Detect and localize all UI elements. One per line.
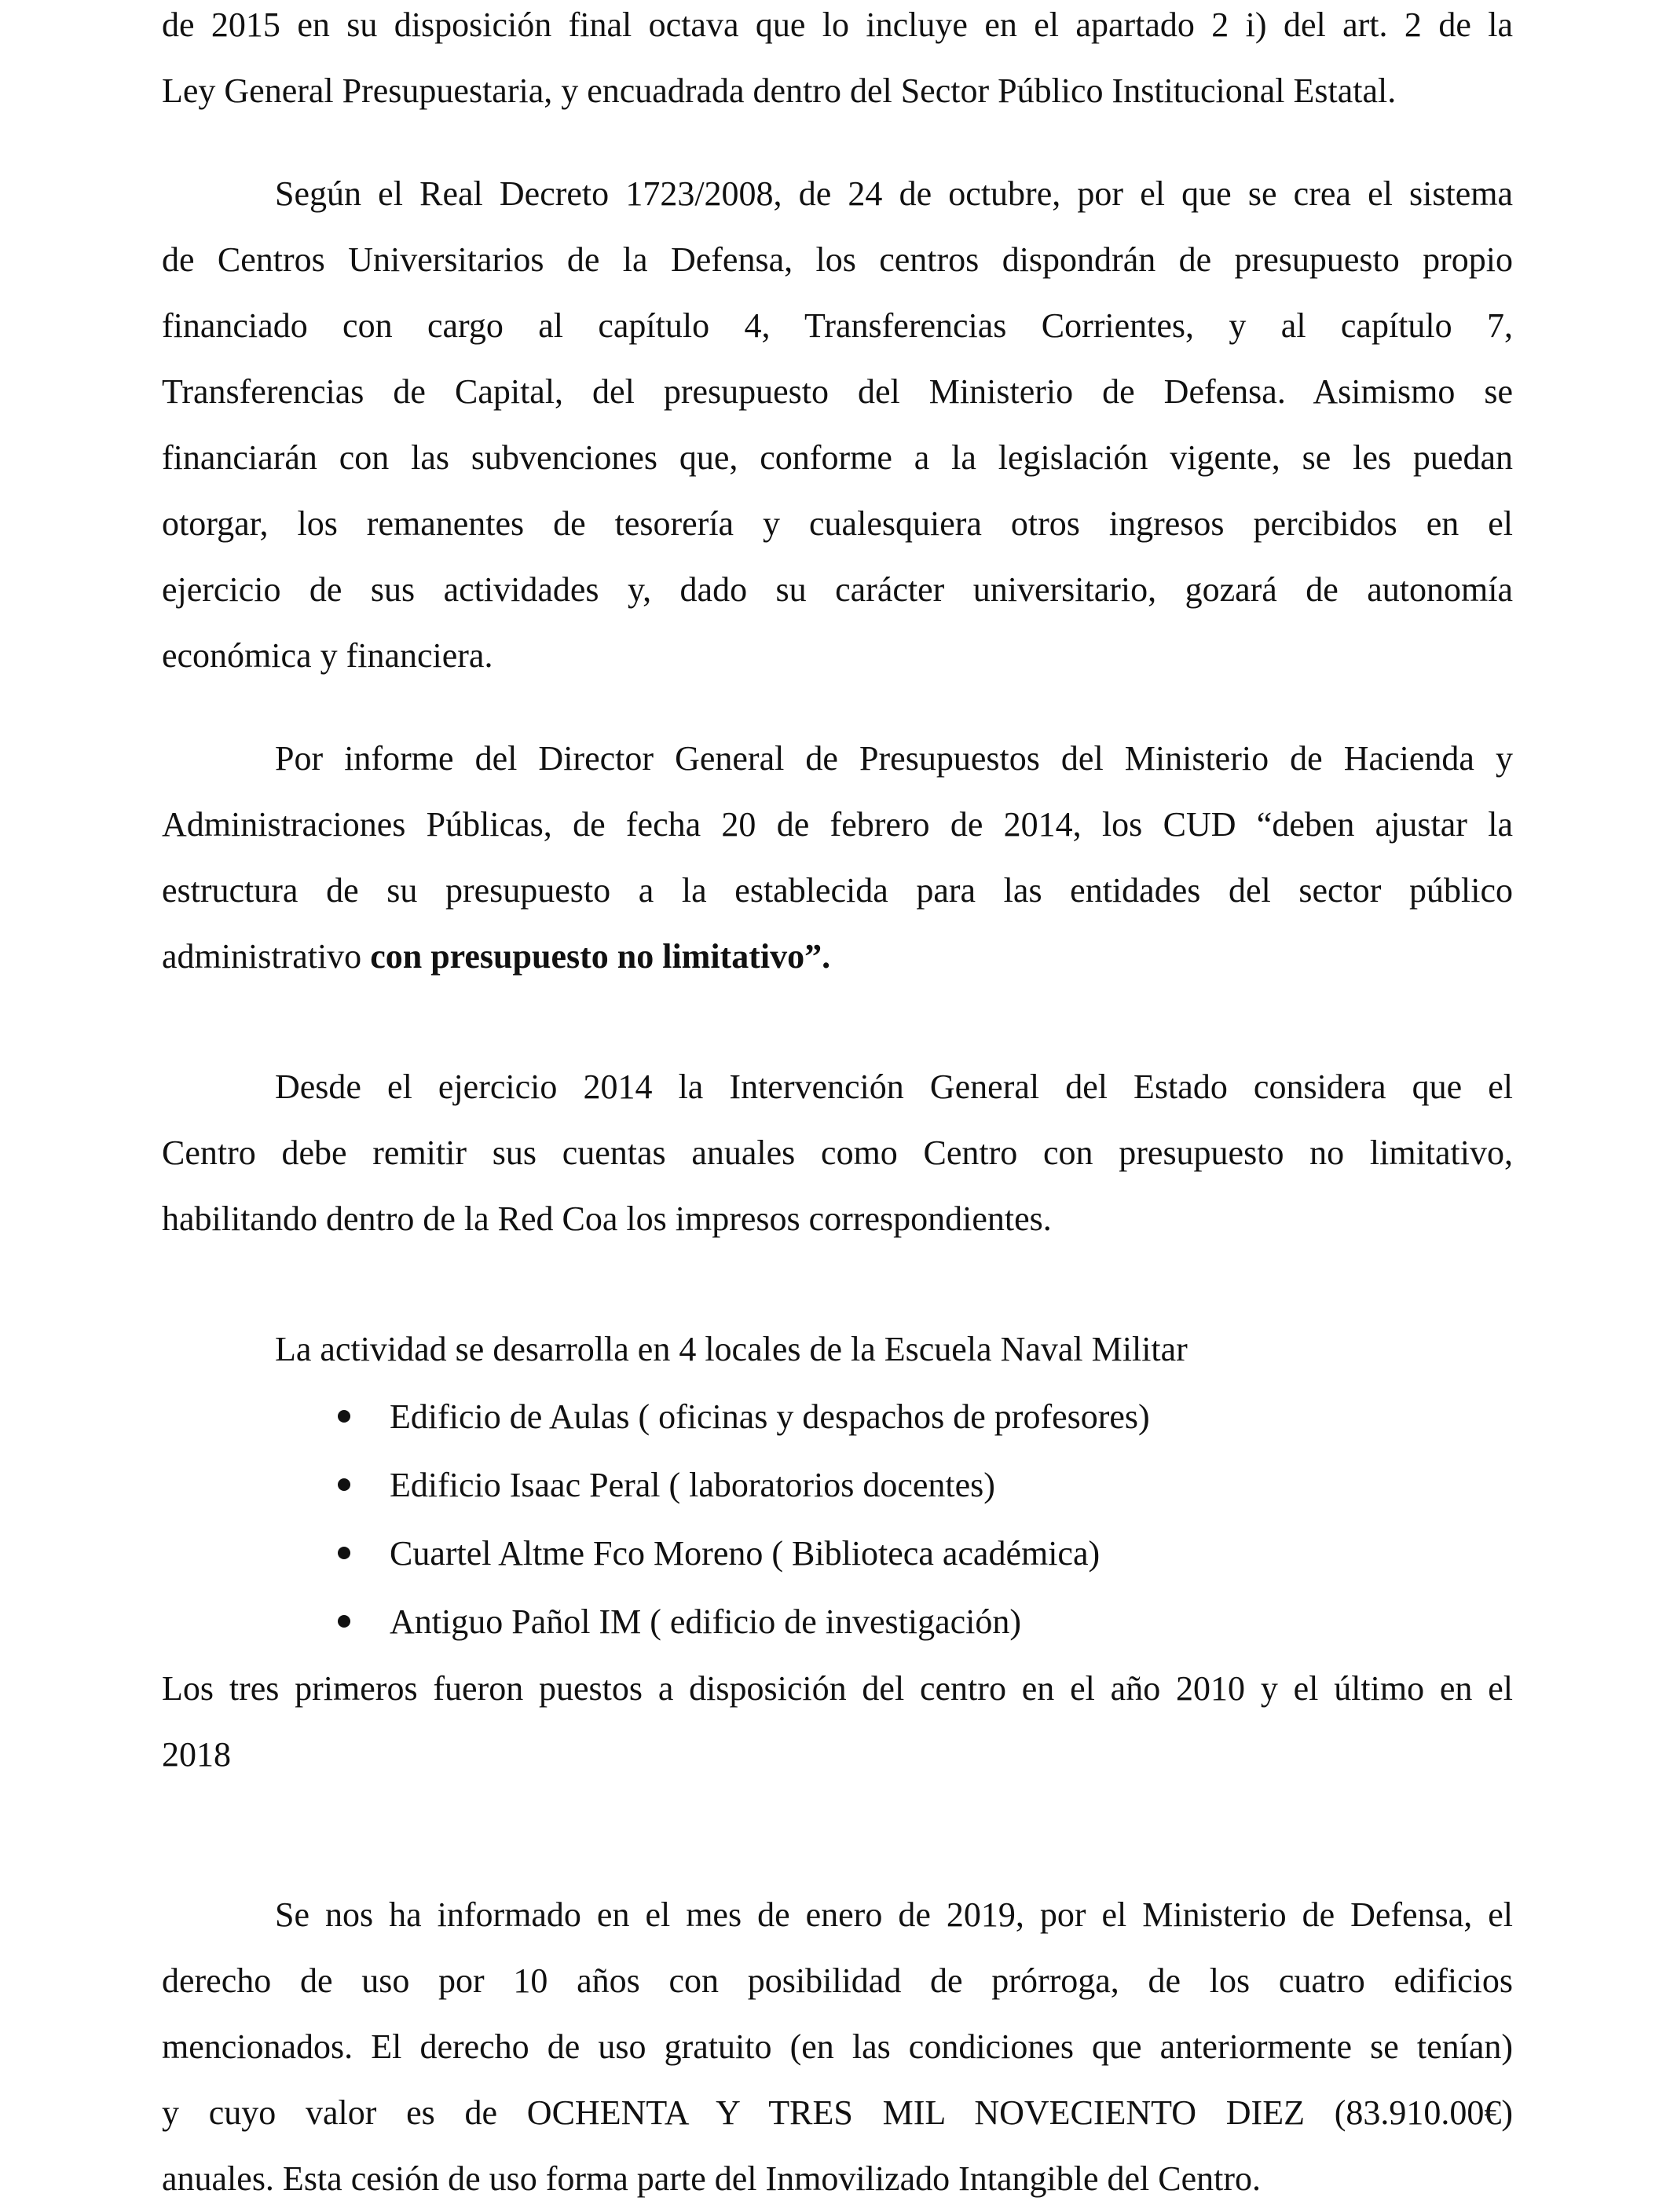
bullet-icon (338, 1410, 350, 1423)
paragraph-line: de 2015 en su disposición final octava que lo incluye en el apartado 2 i) del art. 2 de la (162, 5, 1513, 44)
list-item (162, 1451, 1513, 1519)
paragraph-line: financiarán con las subvenciones que, conforme a la legislación vigente, se les puedan (162, 438, 1513, 477)
bullet-icon (338, 1547, 350, 1559)
document-page (162, 0, 1513, 2212)
paragraph-line: ejercicio de sus actividades y, dado su carácter universitario, gozará de autonomía (162, 570, 1513, 609)
paragraph-5 (162, 1317, 1513, 1788)
plain-text: administrativo (162, 937, 371, 976)
paragraph-line: económica y financiera. (162, 636, 493, 675)
list-item-text: Cuartel Altme Fco Moreno ( Biblioteca académica) (390, 1534, 1101, 1573)
paragraph-line: otorgar, los remanentes de tesorería y cualesquiera otros ingresos percibidos en el (162, 504, 1513, 543)
paragraph-line: derecho de uso por 10 años con posibilidad de prórroga, de los cuatro edificios (162, 1961, 1513, 2000)
list-item-text: Edificio de Aulas ( oficinas y despachos de profesores) (390, 1397, 1150, 1436)
paragraph-line: de Centros Universitarios de la Defensa, los centros dispondrán de presupuesto propio (162, 240, 1513, 279)
paragraph-line: Según el Real Decreto 1723/2008, de 24 de octubre, por el que se crea el sistema (275, 174, 1513, 213)
paragraph-line: Administraciones Públicas, de fecha 20 de febrero de 2014, los CUD “deben ajustar la (162, 805, 1513, 844)
paragraph-line: Centro debe remitir sus cuentas anuales como Centro con presupuesto no limitativo, (162, 1133, 1513, 1172)
list-item (162, 1382, 1513, 1451)
paragraph-line: financiado con cargo al capítulo 4, Transferencias Corrientes, y al capítulo 7, (162, 306, 1513, 345)
paragraph-line: Se nos ha informado en el mes de enero de 2019, por el Ministerio de Defensa, el (275, 1895, 1513, 1934)
list-item (162, 1588, 1513, 1656)
paragraph-line: y cuyo valor es de OCHENTA Y TRES MIL NOVECIENTO DIEZ (83.910.00€) (162, 2093, 1513, 2132)
paragraph-2 (162, 161, 1513, 689)
paragraph-line: 2018 (162, 1735, 231, 1774)
paragraph-line (162, 924, 1513, 990)
paragraph-line: mencionados. El derecho de uso gratuito (en las condiciones que anteriormente se tenían) (162, 2027, 1513, 2066)
paragraph-4 (162, 1054, 1513, 1252)
bullet-icon (338, 1478, 350, 1491)
bullet-list (162, 1382, 1513, 1656)
paragraph-6 (162, 1882, 1513, 2212)
paragraph-3 (162, 726, 1513, 990)
paragraph-line: Los tres primeros fueron puestos a disposición del centro en el año 2010 y el último en el (162, 1669, 1513, 1708)
paragraph-line: habilitando dentro de la Red Coa los impresos correspondientes. (162, 1199, 1052, 1238)
paragraph-line: Desde el ejercicio 2014 la Intervención General del Estado considera que el (275, 1068, 1513, 1106)
paragraph-1 (162, 0, 1513, 124)
paragraph-line: Transferencias de Capital, del presupuesto del Ministerio de Defensa. Asimismo se (162, 372, 1513, 411)
paragraph-line: anuales. Esta cesión de uso forma parte del Inmovilizado Intangible del Centro. (162, 2159, 1261, 2198)
list-item (162, 1519, 1513, 1588)
bullet-icon (338, 1615, 350, 1628)
bold-text: con presupuesto no limitativo”. (370, 937, 831, 976)
list-item-text: Antiguo Pañol IM ( edificio de investigación) (390, 1602, 1022, 1641)
paragraph-line: Por informe del Director General de Presupuestos del Ministerio de Hacienda y (275, 739, 1513, 778)
list-item-text: Edificio Isaac Peral ( laboratorios docentes) (390, 1466, 995, 1504)
paragraph-line: Ley General Presupuestaria, y encuadrada dentro del Sector Público Institucional Estatal. (162, 71, 1397, 110)
list-intro: La actividad se desarrolla en 4 locales de la Escuela Naval Militar (275, 1330, 1188, 1368)
paragraph-line: estructura de su presupuesto a la establecida para las entidades del sector público (162, 871, 1513, 910)
